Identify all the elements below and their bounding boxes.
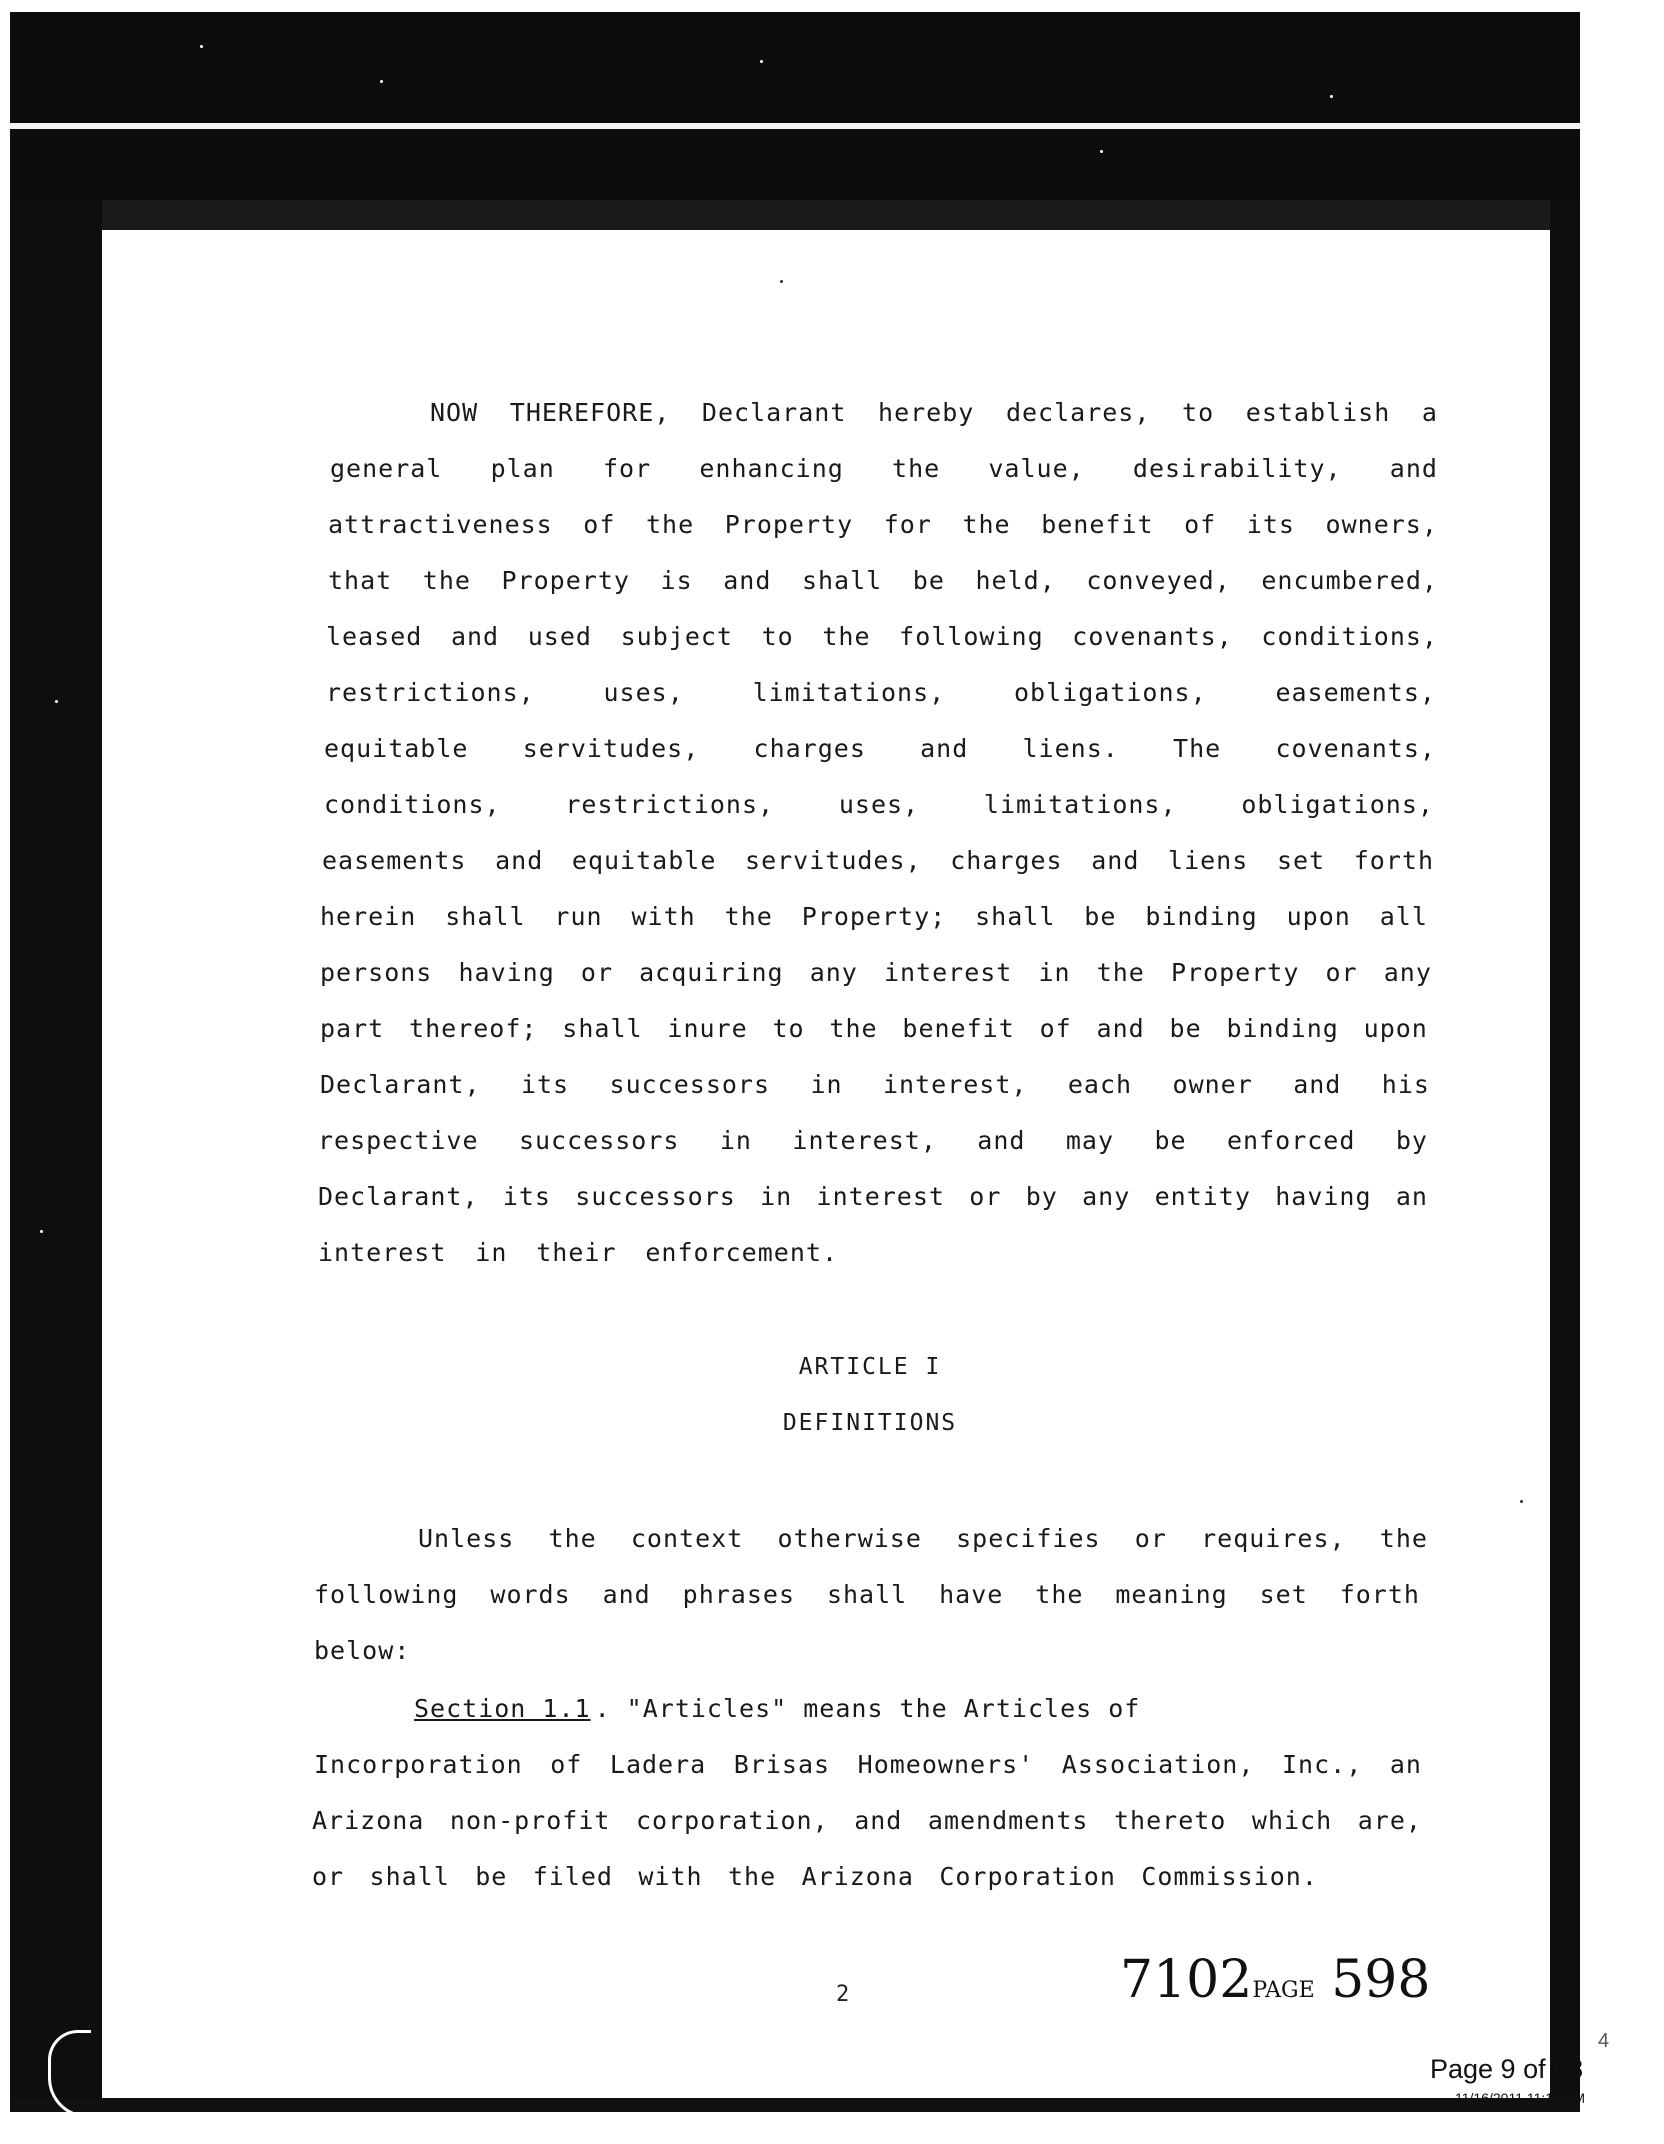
page-counter: Page 9 of 68: [1430, 2054, 1584, 2084]
text-line: or shall be filed with the Arizona Corporation Commission.: [312, 1862, 1318, 1891]
margin-mark: 4: [1598, 2030, 1610, 2052]
text-line: easements and equitable servitudes, charges and liens set forth: [322, 846, 1434, 875]
scan-speck: [1520, 1500, 1523, 1503]
scan-bottom-band: [10, 2098, 1580, 2112]
section-reference: Section 1.1: [414, 1694, 591, 1723]
text-line: Declarant, its successors in interest or by any entity having an: [318, 1182, 1428, 1211]
scan-left-band: [10, 200, 102, 2100]
scan-top-band: [10, 12, 1580, 200]
scan-speck: [200, 45, 203, 48]
scan-speck: [380, 80, 383, 83]
text-line: interest in their enforcement.: [318, 1238, 838, 1267]
scan-speck: [780, 280, 783, 283]
article-title: DEFINITIONS: [782, 1410, 958, 1436]
page-number: 2: [836, 1982, 850, 2007]
text-line: NOW THEREFORE, Declarant hereby declares, to establish a: [430, 398, 1438, 427]
section-text: . "Articles" means the Articles of: [594, 1694, 1141, 1723]
scan-line: [10, 123, 1580, 129]
scan-speck: [40, 1230, 43, 1233]
text-line: persons having or acquiring any interest in the Property or any: [320, 958, 1432, 987]
scan-speck: [760, 60, 763, 63]
text-line: herein shall run with the Property; shall be binding upon all: [320, 902, 1428, 931]
text-line: respective successors in interest, and may be enforced by: [318, 1126, 1428, 1155]
book-number: 7102: [1120, 1950, 1253, 2010]
page-label: PAGE: [1252, 1978, 1315, 2003]
text-line: attractiveness of the Property for the benefit of its owners,: [328, 510, 1438, 539]
scan-speck: [55, 700, 58, 703]
recording-stamp: [1120, 1950, 1430, 2010]
text-line: that the Property is and shall be held, conveyed, encumbered,: [328, 566, 1438, 595]
text-line: part thereof; shall inure to the benefit of and be binding upon: [320, 1014, 1428, 1043]
scan-right-band: [1550, 200, 1580, 2100]
print-timestamp: 11/16/2011 11:12 AM: [1455, 2090, 1585, 2106]
text-line: Unless the context otherwise specifies or requires, the: [418, 1524, 1428, 1553]
text-line: Declarant, its successors in interest, each owner and his: [320, 1070, 1430, 1099]
text-line: below:: [314, 1636, 411, 1665]
text-line: [414, 1694, 1414, 1723]
text-line: conditions, restrictions, uses, limitations, obligations,: [324, 790, 1434, 819]
text-line: leased and used subject to the following covenants, conditions,: [326, 622, 1438, 651]
text-line: Incorporation of Ladera Brisas Homeowners' Association, Inc., an: [314, 1750, 1422, 1779]
recording-page-number: 598: [1331, 1950, 1431, 2010]
text-line: equitable servitudes, charges and liens. The covenants,: [324, 734, 1436, 763]
scan-speck: [1100, 150, 1103, 153]
scan-top-edge: [10, 200, 1580, 230]
text-line: Arizona non-profit corporation, and amendments thereto which are,: [312, 1806, 1422, 1835]
scan-speck: [1330, 95, 1333, 98]
text-line: following words and phrases shall have the meaning set forth: [314, 1580, 1420, 1609]
text-line: restrictions, uses, limitations, obligations, easements,: [326, 678, 1436, 707]
text-line: general plan for enhancing the value, desirability, and: [330, 454, 1438, 483]
article-number: ARTICLE I: [798, 1354, 942, 1380]
